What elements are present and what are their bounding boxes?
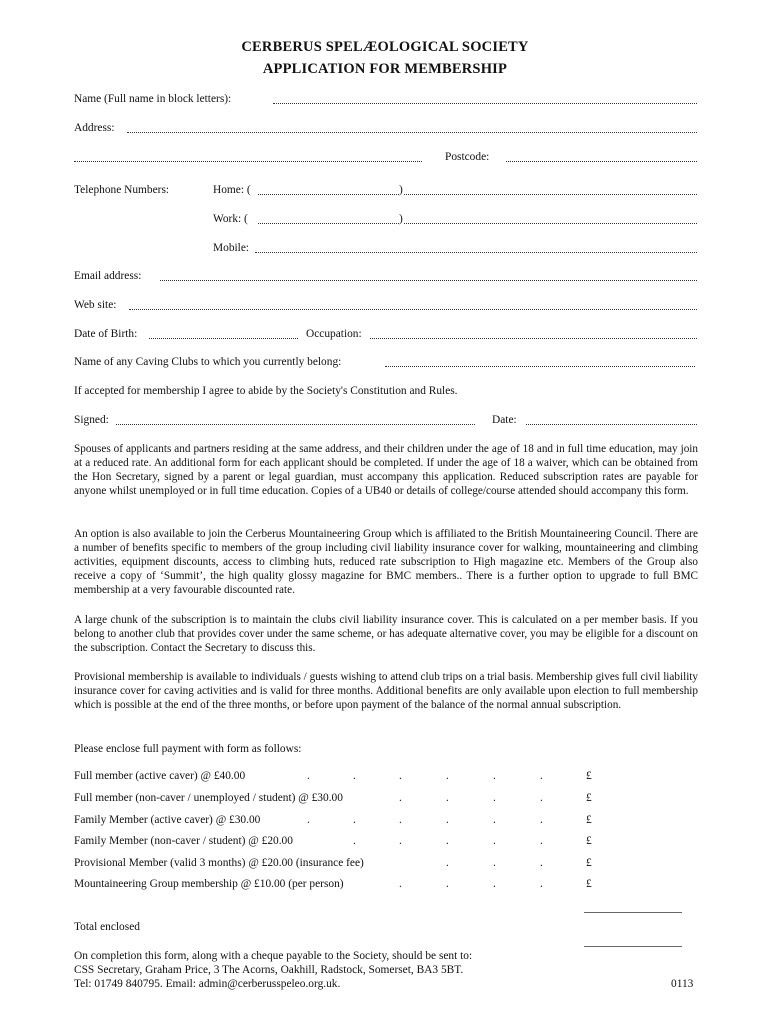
dot-leader: . [399, 792, 402, 804]
dot-leader: . [540, 857, 543, 869]
dot-leader: . [493, 835, 496, 847]
payment-item-label: Provisional Member (valid 3 months) @ £20.00 (insurance fee) [74, 857, 364, 869]
dot-leader: . [399, 878, 402, 890]
payment-amount-field[interactable]: £ [586, 878, 592, 890]
address-field-line1[interactable] [127, 132, 697, 133]
work-phone-field[interactable] [404, 223, 697, 224]
website-label: Web site: [74, 299, 117, 311]
dot-leader: . [307, 814, 310, 826]
dot-leader: . [446, 835, 449, 847]
dot-leader: . [540, 792, 543, 804]
society-title: CERBERUS SPELÆOLOGICAL SOCIETY [241, 39, 529, 55]
spouses-paragraph: Spouses of applicants and partners residing at the same address, and their children under the age of 18 and in full time education, may join at a reduced rate. An additional form for each applicant should be completed. If under the age of 18 a waiver, which can be obtained from the Hon Secretary, signed by a parent or legal guardian, must accompany this application. Reduced subscription rates are payable for anyone whilst unemployed or in full time education. Copies of a UB40 or details of college/course attended should accompany this form. [74, 443, 698, 497]
total-label: Total enclosed [74, 921, 140, 933]
insurance-paragraph: A large chunk of the subscription is to maintain the clubs civil liability insurance cover. This is calculated on a per member basis. If you belong to another club that provides cover under the same scheme, or has adequate alternative cover, you may be eligible for a discount on the subscription. Contact the Secretary to discuss this. [74, 614, 698, 654]
payment-item-label: Family Member (active caver) @ £30.00 [74, 814, 261, 826]
address-label: Address: [74, 122, 115, 134]
occupation-label: Occupation: [306, 328, 362, 340]
payment-item-label: Full member (active caver) @ £40.00 [74, 770, 246, 782]
payment-amount-field[interactable]: £ [586, 770, 592, 782]
address-field-line2[interactable] [74, 161, 422, 162]
dot-leader: . [540, 770, 543, 782]
payment-amount-field[interactable]: £ [586, 792, 592, 804]
dot-leader: . [353, 814, 356, 826]
clubs-field[interactable] [385, 366, 695, 367]
work-phone-paren: ) [399, 213, 403, 225]
occupation-field[interactable] [370, 338, 697, 339]
date-label: Date: [492, 414, 517, 426]
clubs-label: Name of any Caving Clubs to which you currently belong: [74, 356, 342, 368]
dot-leader: . [540, 835, 543, 847]
postcode-label: Postcode: [445, 151, 490, 163]
dot-leader: . [446, 814, 449, 826]
dot-leader: . [446, 770, 449, 782]
dot-leader: . [493, 857, 496, 869]
home-phone-area-field[interactable] [258, 194, 399, 195]
footer-address: CSS Secretary, Graham Price, 3 The Acorns, Oakhill, Radstock, Somerset, BA3 5BT. [74, 964, 464, 976]
payment-amount-field[interactable]: £ [586, 857, 592, 869]
provisional-paragraph: Provisional membership is available to individuals / guests wishing to attend club trips on a trial basis. Membership gives full civil liability insurance cover for caving activities and is valid for three months. Additional benefits are only available upon election to full membership which is possible at the end of the three months, or before upon payment of the balance of the normal annual subscription. [74, 671, 698, 711]
mountaineering-paragraph: An option is also available to join the Cerberus Mountaineering Group which is affiliated to the British Mountaineering Council. There are a number of benefits specific to members of the group including civil liability insurance cover for walking, mountaineering and climbing activities, equipment discounts, access to climbing huts, reduced rate subscription to High magazine etc. Members of the Group also receive a copy of ‘Summit’, the high quality glossy magazine for BMC members.. There is a further option to upgrade to full BMC membership at a very favourable discounted rate. [74, 528, 698, 596]
dob-field[interactable] [149, 338, 298, 339]
payment-amount-field[interactable]: £ [586, 814, 592, 826]
form-code: 0113 [671, 978, 694, 990]
payment-amount-field[interactable]: £ [586, 835, 592, 847]
dot-leader: . [399, 835, 402, 847]
dot-leader: . [446, 878, 449, 890]
home-phone-paren: ) [399, 184, 403, 196]
mobile-phone-field[interactable] [255, 252, 697, 253]
email-field[interactable] [160, 280, 697, 281]
footer-instructions: On completion this form, along with a cheque payable to the Society, should be sent to: [74, 950, 473, 962]
date-field[interactable] [526, 424, 697, 425]
postcode-field[interactable] [506, 161, 697, 162]
name-field[interactable] [273, 103, 697, 104]
dot-leader: . [493, 878, 496, 890]
name-label: Name (Full name in block letters): [74, 93, 232, 105]
telephone-label: Telephone Numbers: [74, 184, 170, 196]
work-phone-area-field[interactable] [258, 223, 399, 224]
work-phone-label: Work: ( [213, 213, 248, 225]
website-field[interactable] [129, 309, 697, 310]
dot-leader: . [307, 770, 310, 782]
email-label: Email address: [74, 270, 142, 282]
dot-leader: . [493, 770, 496, 782]
form-title: APPLICATION FOR MEMBERSHIP [262, 61, 508, 77]
home-phone-label: Home: ( [213, 184, 251, 196]
dot-leader: . [540, 878, 543, 890]
signature-field[interactable] [116, 424, 475, 425]
dot-leader: . [353, 835, 356, 847]
dot-leader: . [353, 770, 356, 782]
subtotal-rule [584, 912, 682, 913]
dot-leader: . [446, 857, 449, 869]
signed-label: Signed: [74, 414, 109, 426]
agreement-text: If accepted for membership I agree to abide by the Society's Constitution and Rules. [74, 385, 458, 397]
dot-leader: . [493, 792, 496, 804]
home-phone-field[interactable] [404, 194, 697, 195]
dot-leader: . [399, 770, 402, 782]
dot-leader: . [540, 814, 543, 826]
dot-leader: . [493, 814, 496, 826]
dot-leader: . [446, 792, 449, 804]
payment-intro: Please enclose full payment with form as follows: [74, 743, 302, 755]
dot-leader: . [399, 814, 402, 826]
dob-label: Date of Birth: [74, 328, 138, 340]
payment-item-label: Full member (non-caver / unemployed / student) @ £30.00 [74, 792, 343, 804]
payment-item-label: Family Member (non-caver / student) @ £20.00 [74, 835, 293, 847]
total-rule[interactable] [584, 946, 682, 947]
mobile-phone-label: Mobile: [213, 242, 250, 254]
payment-item-label: Mountaineering Group membership @ £10.00 (per person) [74, 878, 344, 890]
footer-contact: Tel: 01749 840795. Email: admin@cerberusspeleo.org.uk. [74, 978, 341, 990]
